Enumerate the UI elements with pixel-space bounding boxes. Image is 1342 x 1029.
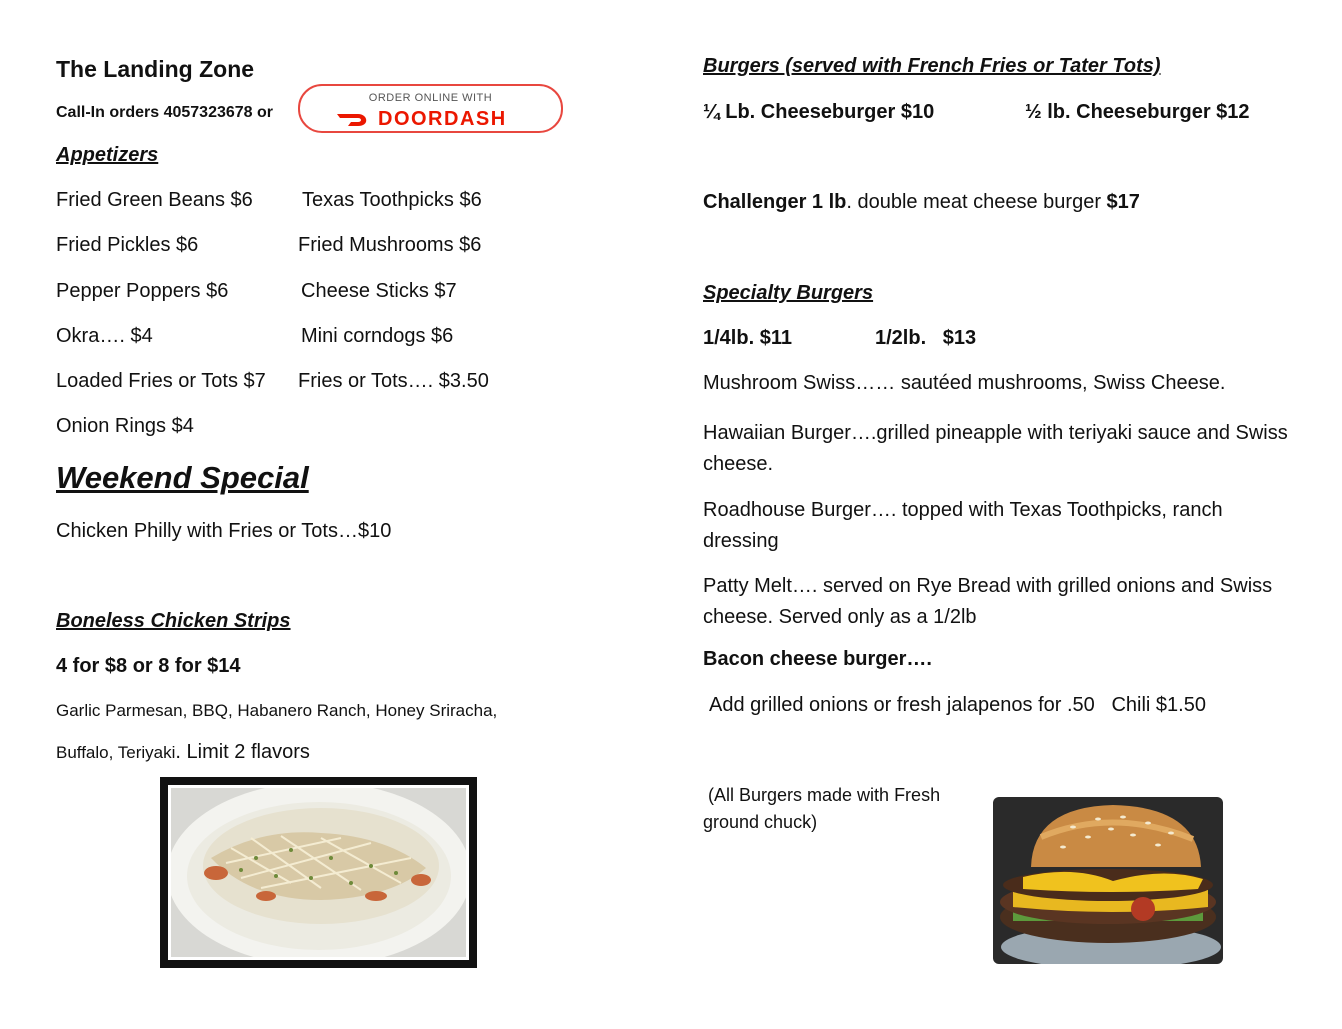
fresh-chuck-note-line1: (All Burgers made with Fresh (708, 785, 941, 805)
flavor-limit: . Limit 2 flavors (175, 741, 310, 763)
challenger-description: . double meat cheese burger (846, 191, 1107, 213)
appetizer-item: Mini corndogs $6 (301, 325, 454, 347)
fresh-chuck-note-line2: ground chuck) (703, 812, 818, 832)
bacon-cheese-burger: Bacon cheese burger…. (703, 648, 932, 670)
restaurant-name: The Landing Zone (56, 56, 255, 82)
hawaiian-burger: Hawaiian Burger….grilled pineapple with teriyaki sauce and Swiss cheese. (703, 422, 1288, 475)
appetizer-item: Texas Toothpicks $6 (302, 189, 482, 211)
appetizer-item: Onion Rings $4 (56, 415, 194, 437)
challenger-burger (703, 191, 1140, 214)
flavors-list: Buffalo, Teriyaki (56, 743, 176, 762)
doordash-order-button[interactable] (298, 84, 563, 133)
chicken-strips-price: 4 for $8 or 8 for $14 (56, 655, 241, 677)
patty-melt: Patty Melt…. served on Rye Bread with grilled onions and Swiss cheese. Served only as a 1/2lb (703, 575, 1273, 628)
specialty-half-price: 1/2lb. $13 (875, 327, 977, 349)
half-lb-cheeseburger: ½ lb. Cheeseburger $12 (1025, 101, 1250, 123)
plate-illustration (171, 788, 466, 957)
appetizer-item: Loaded Fries or Tots $7 (56, 370, 266, 392)
appetizer-item: Okra…. $4 (56, 325, 153, 347)
challenger-name: Challenger 1 lb (703, 191, 847, 213)
specialty-burgers-heading: Specialty Burgers (703, 282, 874, 304)
mushroom-swiss-burger: Mushroom Swiss…… sautéed mushrooms, Swiss Cheese. (703, 372, 1226, 394)
specialty-quarter-price: 1/4lb. $11 (703, 327, 792, 349)
call-in-orders: Call-In orders 4057323678 or (56, 104, 274, 121)
burgers-heading: Burgers (served with French Fries or Tater Tots) (703, 55, 1161, 77)
quarter-lb-cheeseburger: ¼ Lb. Cheeseburger $10 (703, 101, 935, 123)
cheeseburger-image (993, 797, 1223, 964)
burger-illustration (993, 797, 1223, 964)
appetizer-item: Cheese Sticks $7 (301, 280, 457, 302)
doordash-logo-icon (336, 111, 372, 129)
appetizers-heading: Appetizers (56, 144, 159, 166)
chicken-strips-flavors-line2 (56, 741, 310, 764)
weekend-special-item: Chicken Philly with Fries or Tots…$10 (56, 520, 392, 542)
doordash-wordmark: DOORDASH (378, 108, 507, 130)
roadhouse-burger: Roadhouse Burger…. topped with Texas Toothpicks, ranch dressing (703, 499, 1223, 552)
chicken-strips-flavors: Garlic Parmesan, BBQ, Habanero Ranch, Honey Sriracha, (56, 701, 498, 720)
weekend-special-heading: Weekend Special (56, 460, 309, 495)
burger-addons: Add grilled onions or fresh jalapenos for .50 Chili $1.50 (709, 694, 1206, 716)
appetizer-item: Fries or Tots…. $3.50 (298, 370, 489, 392)
chicken-strips-heading: Boneless Chicken Strips (56, 610, 291, 632)
appetizer-item: Fried Green Beans $6 (56, 189, 253, 211)
doordash-tagline: ORDER ONLINE WITH (368, 92, 493, 104)
appetizer-item: Fried Pickles $6 (56, 234, 199, 256)
appetizer-item: Pepper Poppers $6 (56, 280, 229, 302)
pasta-plate-image (160, 777, 477, 968)
appetizer-item: Fried Mushrooms $6 (298, 234, 482, 256)
challenger-price: $17 (1106, 191, 1140, 213)
